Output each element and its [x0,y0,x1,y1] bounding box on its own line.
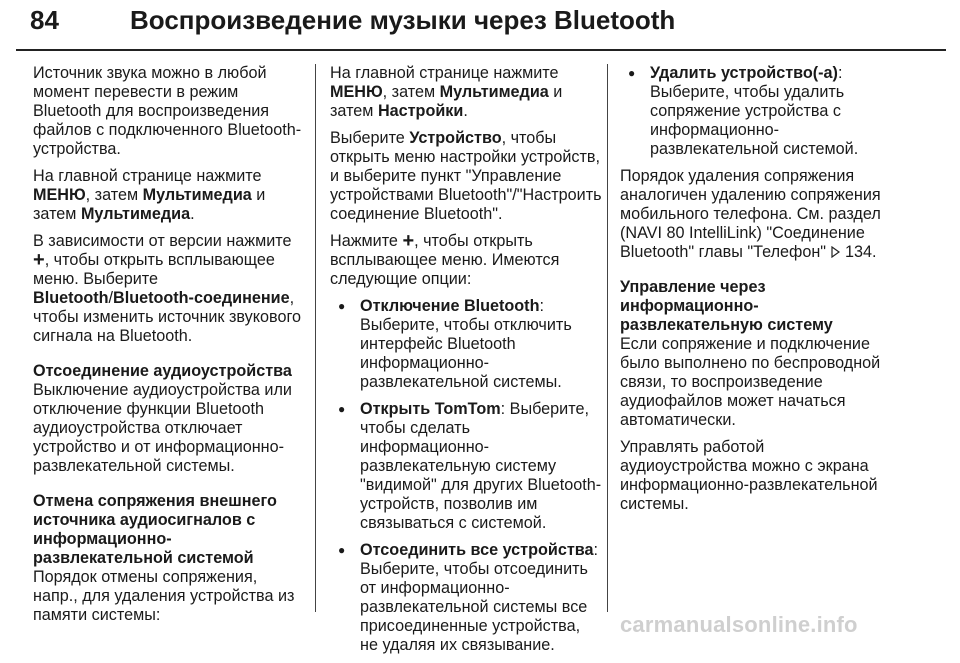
paragraph: Порядок удаления сопряжения аналогичен удалению сопряжения мобильного телефона. См. раздел (NAVI 80 IntelliLink) "Соединение Bluetooth" главы "Телефон" 134. [620,167,881,261]
page-reference-arrow-icon [831,246,841,258]
paragraph: На главной странице нажмите МЕНЮ, затем Мультимедиа и затем Настройки. [330,64,563,120]
page-reference: 134 [845,243,873,261]
page-number: 84 [30,5,59,35]
list-item: ● Открыть TomTom: Выберите, чтобы сделать информационно-развлекательную систему "видимой" для других Bluetooth-устройств, позволив им связываться с системой. [330,400,602,533]
paragraph: Выключение аудиоустройства или отключение функции Bluetooth аудиоустройства отключает устройство и от информационно-развлекательной системы. [33,381,292,475]
section-heading: Отсоединение аудиоустройства [33,362,292,380]
plus-icon: + [33,249,45,271]
paragraph: На главной странице нажмите МЕНЮ, затем Мультимедиа и затем Мультимедиа. [33,167,266,223]
list-item: ● Отключение Bluetooth: Выберите, чтобы отключить интерфейс Bluetooth информационно-развлекательной системы. [330,297,602,392]
column-3 [620,64,892,522]
list-item: ● Отсоединить все устройства: Выберите, чтобы отсоединить от информационно-развлекательной системы все присоединенные устройства, не удаляя их связывание. [330,541,602,655]
list-item: ● Удалить устройство(-а): Выберите, чтобы удалить сопряжение устройства с информационно-развлекательной системой. [620,64,892,159]
paragraph: Порядок отмены сопряжения, напр., для удаления устройства из памяти системы: [33,568,295,624]
section-heading: Управление через информационно-развлекательную систему [620,278,833,334]
option-list [330,297,602,655]
option-list-continued [620,64,892,159]
watermark: carmanualsonline.info [620,612,858,637]
paragraph: Управлять работой аудиоустройства можно с экрана информационно-развлекательной системы. [620,438,878,513]
column-divider [607,64,608,612]
column-1 [33,64,305,633]
paragraph: В зависимости от версии нажмите +, чтобы открыть всплывающее меню. Выберите Bluetooth/Bluetooth-соединение, чтобы изменить источник звукового сигнала на Bluetooth. [33,232,302,345]
page-header [16,3,946,51]
page-title: Воспроизведение музыки через Bluetooth [130,5,676,35]
paragraph: Нажмите +, чтобы открыть всплывающее меню. Имеются следующие опции: [330,230,560,288]
plus-icon: + [402,230,415,252]
header-rule [16,49,946,51]
column-2 [330,64,602,663]
section-heading: Отмена сопряжения внешнего источника аудиосигналов с информационно-развлекательной системой [33,492,277,567]
paragraph: Источник звука можно в любой момент перевести в режим Bluetooth для воспроизведения файлов с подключенного Bluetooth-устройства. [33,64,302,158]
paragraph: Выберите Устройство, чтобы открыть меню настройки устройств, и выберите пункт "Управление устройствами Bluetooth"/"Настроить соединение Bluetooth". [330,129,602,223]
paragraph: Если сопряжение и подключение было выполнено по беспроводной связи, то воспроизведение аудиофайлов может начаться автоматически. [620,335,881,429]
column-divider [315,64,316,612]
